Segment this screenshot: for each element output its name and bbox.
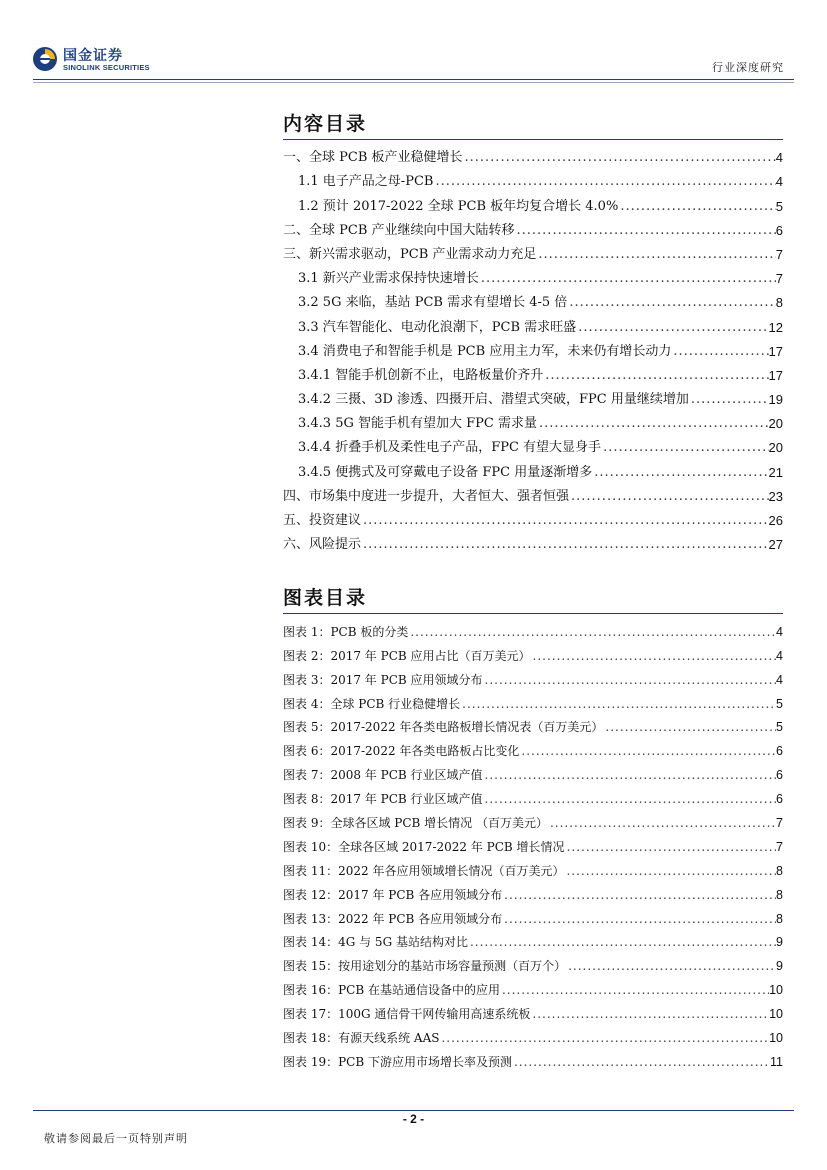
toc-leader xyxy=(463,150,776,166)
toc-entry[interactable] xyxy=(283,360,783,384)
logo-chinese-name: 国金证券 xyxy=(63,48,123,64)
toc-entry-text: 五、投资建议 xyxy=(283,513,362,528)
toc-leader xyxy=(515,223,776,239)
toc-entry-page: 6 xyxy=(775,222,783,238)
figure-entry-text: 图表 10：全球各区域 2017-2022 年 PCB 增长情况 xyxy=(283,839,565,854)
disclaimer-note: 敬请参阅最后一页特别声明 xyxy=(44,1132,188,1145)
toc-entry-page: 20 xyxy=(768,416,783,432)
toc-entry[interactable] xyxy=(283,481,783,505)
figure-leader xyxy=(566,959,776,974)
toc-entry[interactable] xyxy=(283,529,783,553)
figure-leader xyxy=(408,625,776,640)
toc-entry-text: 1.1 电子产品之母-PCB xyxy=(298,174,434,190)
figure-entry-page: 5 xyxy=(776,696,783,711)
figure-list-section xyxy=(283,583,783,1070)
toc-entry-text: 3.3 汽车智能化、电动化浪潮下，PCB 需求旺盛 xyxy=(298,319,577,335)
figure-entry-page: 6 xyxy=(776,768,783,783)
figure-entry-text: 图表 5：2017-2022 年各类电路板增长情况表（百万美元） xyxy=(283,720,604,735)
figure-leader xyxy=(502,912,776,927)
toc-entry[interactable] xyxy=(283,384,783,408)
figure-entry-text: 图表 15：按用途划分的基站市场容量预测（百万个） xyxy=(283,959,567,974)
figure-entry-text: 图表 16：PCB 在基站通信设备中的应用 xyxy=(283,983,500,998)
page-header xyxy=(0,0,827,82)
header-rule xyxy=(33,79,794,80)
toc-entry[interactable] xyxy=(283,263,783,287)
figure-entry-text: 图表 8：2017 年 PCB 行业区域产值 xyxy=(283,792,483,807)
toc-entry[interactable] xyxy=(283,287,783,311)
figure-entry-text: 图表 11：2022 年各应用领域增长情况（百万美元） xyxy=(283,863,565,878)
toc-leader xyxy=(567,295,775,311)
toc-leader xyxy=(537,416,769,432)
toc-entry[interactable] xyxy=(283,505,783,529)
toc-section xyxy=(283,109,783,553)
toc-entry[interactable] xyxy=(283,311,783,335)
toc-leader xyxy=(689,392,769,408)
toc-leader xyxy=(433,174,775,190)
toc-entry-page: 20 xyxy=(768,440,783,456)
toc-entry-text: 3.2 5G 来临，基站 PCB 需求有望增长 4-5 倍 xyxy=(298,295,568,311)
toc-leader xyxy=(601,440,768,456)
figure-entry[interactable] xyxy=(283,998,783,1022)
toc-entry-text: 3.4.3 5G 智能手机有望加大 FPC 需求量 xyxy=(298,416,537,432)
toc-entry-text: 六、风险提示 xyxy=(283,537,362,553)
toc-leader xyxy=(592,465,768,481)
figure-entry-text: 图表 4：全球 PCB 行业稳健增长 xyxy=(283,696,461,711)
toc-entry[interactable] xyxy=(283,408,783,432)
toc-entry-page: 23 xyxy=(768,488,783,504)
toc-leader xyxy=(576,320,768,336)
figure-entry-page: 10 xyxy=(769,983,783,998)
figure-leader xyxy=(564,864,776,879)
toc-entry-page: 7 xyxy=(775,271,783,287)
figure-entry-text: 图表 17：100G 通信骨干网传输用高速系统板 xyxy=(283,1007,531,1022)
toc-entry[interactable] xyxy=(283,190,783,214)
toc-entry-text: 三、新兴需求驱动，PCB 产业需求动力充足 xyxy=(283,246,537,262)
figure-leader xyxy=(500,983,769,998)
figure-entry[interactable] xyxy=(283,1046,783,1070)
figure-entry-page: 5 xyxy=(776,720,783,735)
toc-leader xyxy=(543,368,768,384)
toc-entry-text: 3.4 消费电子和智能手机是 PCB 应用主力军，未来仍有增长动力 xyxy=(298,343,672,359)
toc-leader xyxy=(618,199,775,215)
figure-leader xyxy=(468,935,776,950)
toc-entry-page: 7 xyxy=(775,246,783,262)
figure-leader xyxy=(530,1007,769,1022)
toc-entry-text: 二、全球 PCB 产业继续向中国大陆转移 xyxy=(283,222,515,238)
toc-leader xyxy=(536,247,775,263)
figure-entry-page: 6 xyxy=(776,744,783,759)
toc-leader xyxy=(671,344,768,360)
figure-entry-text: 图表 18：有源天线系统 AAS xyxy=(283,1031,440,1046)
figure-entry-page: 4 xyxy=(776,648,783,663)
toc-entry[interactable] xyxy=(283,215,783,239)
figure-entry[interactable] xyxy=(283,807,783,831)
figure-entry[interactable] xyxy=(283,974,783,998)
figure-leader xyxy=(548,816,776,831)
figure-entry-page: 7 xyxy=(776,816,783,831)
figure-entry[interactable] xyxy=(283,927,783,951)
figure-entry[interactable] xyxy=(283,1022,783,1046)
toc-entry-page: 17 xyxy=(768,367,783,383)
toc-entry-page: 19 xyxy=(768,392,783,408)
figure-entry[interactable] xyxy=(283,688,783,712)
toc-title: 内容目录 xyxy=(283,113,368,135)
figure-entry-page: 4 xyxy=(776,672,783,687)
figure-entry[interactable] xyxy=(283,640,783,664)
figure-leader xyxy=(483,768,777,783)
header-rule-secondary xyxy=(33,82,794,83)
figure-entry[interactable] xyxy=(283,616,783,640)
figure-entry-text: 图表 1：PCB 板的分类 xyxy=(283,624,409,639)
figure-leader xyxy=(483,673,777,688)
toc-entry-page: 26 xyxy=(768,513,783,528)
figure-entry[interactable] xyxy=(283,712,783,736)
figure-entry-page: 7 xyxy=(776,839,783,854)
figure-entry-page: 10 xyxy=(769,1031,783,1046)
figure-entry[interactable] xyxy=(283,950,783,974)
logo-english-name: SINOLINK SECURITIES xyxy=(63,63,150,72)
toc-leader xyxy=(569,489,769,505)
toc-entry-page: 8 xyxy=(775,295,783,311)
figure-entry[interactable] xyxy=(283,783,783,807)
figure-entry[interactable] xyxy=(283,855,783,879)
toc-entry[interactable] xyxy=(283,142,783,166)
figure-entry-page: 10 xyxy=(769,1007,783,1022)
toc-entry[interactable] xyxy=(283,239,783,263)
figure-entry[interactable] xyxy=(283,903,783,927)
figure-list-title: 图表目录 xyxy=(283,587,368,609)
company-logo xyxy=(32,44,156,78)
figure-entry-page: 9 xyxy=(776,935,783,950)
toc-entry[interactable] xyxy=(283,166,783,190)
toc-entry[interactable] xyxy=(283,432,783,456)
toc-entry-page: 4 xyxy=(775,174,783,190)
figure-entry-page: 11 xyxy=(770,1054,783,1069)
figure-entry[interactable] xyxy=(283,735,783,759)
toc-entry-text: 3.4.2 三摄、3D 渗透、四摄开启、潜望式突破，FPC 用量继续增加 xyxy=(298,392,689,408)
sinolink-logo-icon xyxy=(32,46,58,72)
figure-entry-page: 8 xyxy=(776,911,783,926)
figure-entry-text: 图表 14：4G 与 5G 基站结构对比 xyxy=(283,935,468,950)
figure-entry[interactable] xyxy=(283,664,783,688)
toc-entry-text: 3.4.5 便携式及可穿戴电子设备 FPC 用量逐渐增多 xyxy=(298,464,593,480)
figure-leader xyxy=(565,840,776,855)
figure-leader xyxy=(483,792,777,807)
figure-entry[interactable] xyxy=(283,759,783,783)
figure-entry-text: 图表 6：2017-2022 年各类电路板占比变化 xyxy=(283,744,520,759)
toc-leader xyxy=(361,513,769,529)
figure-entry[interactable] xyxy=(283,879,783,903)
page-number: - 2 - xyxy=(402,1112,425,1126)
figure-leader xyxy=(603,720,776,735)
toc-entry-text: 3.4.1 智能手机创新不止，电路板量价齐升 xyxy=(298,367,544,383)
toc-entry-text: 四、市场集中度进一步提升，大者恒大、强者恒强 xyxy=(283,488,570,504)
figure-entry-text: 图表 12：2017 年 PCB 各应用领域分布 xyxy=(283,887,503,902)
toc-entry-page: 12 xyxy=(768,319,783,335)
toc-leader xyxy=(361,537,769,553)
toc-entry-text: 3.4.4 折叠手机及柔性电子产品，FPC 有望大显身手 xyxy=(298,440,602,456)
footer-rule xyxy=(33,1110,794,1111)
figure-leader xyxy=(439,1031,769,1046)
toc-entry[interactable] xyxy=(283,456,783,480)
figure-entry-page: 8 xyxy=(776,863,783,878)
toc-entry-page: 27 xyxy=(768,537,783,553)
toc-entry-text: 3.1 新兴产业需求保持快速增长 xyxy=(298,271,479,287)
figure-entry-text: 图表 19：PCB 下游应用市场增长率及预测 xyxy=(283,1054,512,1069)
figure-leader xyxy=(519,744,776,759)
figure-entry-page: 9 xyxy=(776,959,783,974)
figure-leader xyxy=(531,649,777,664)
toc-entry-text: 一、全球 PCB 板产业稳健增长 xyxy=(283,150,463,166)
toc-entry-text: 1.2 预计 2017-2022 全球 PCB 板年均复合增长 4.0% xyxy=(298,198,619,214)
figure-leader xyxy=(460,697,776,712)
report-type-label: 行业深度研究 xyxy=(712,61,784,74)
toc-entry[interactable] xyxy=(283,336,783,360)
toc-entry-page: 4 xyxy=(775,150,783,166)
figure-entry-page: 8 xyxy=(776,887,783,902)
toc-entry-page: 5 xyxy=(775,198,783,214)
figure-entry-page: 4 xyxy=(776,624,783,639)
figure-entry-text: 图表 2：2017 年 PCB 应用占比（百万美元） xyxy=(283,648,531,663)
figure-entry-text: 图表 13：2022 年 PCB 各应用领域分布 xyxy=(283,911,503,926)
toc-entry-page: 21 xyxy=(768,464,783,480)
figure-leader xyxy=(512,1055,770,1070)
toc-leader xyxy=(479,271,776,287)
figure-entry-page: 6 xyxy=(776,792,783,807)
figure-entry-text: 图表 9：全球各区域 PCB 增长情况 （百万美元） xyxy=(283,816,548,831)
figure-entry-text: 图表 7：2008 年 PCB 行业区域产值 xyxy=(283,768,483,783)
figure-entry[interactable] xyxy=(283,831,783,855)
toc-entry-page: 17 xyxy=(768,343,783,359)
figure-entry-text: 图表 3：2017 年 PCB 应用领域分布 xyxy=(283,672,483,687)
figure-leader xyxy=(502,888,776,903)
